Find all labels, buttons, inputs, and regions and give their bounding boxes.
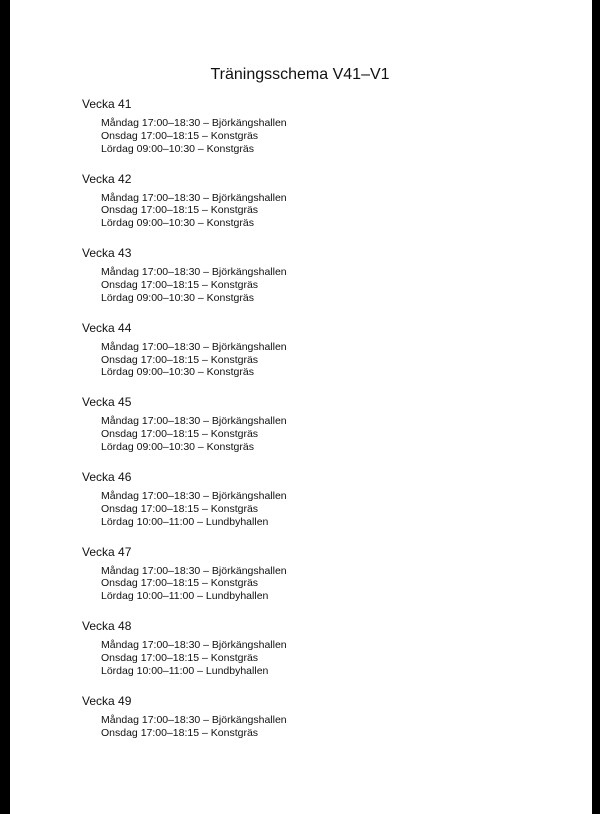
- week-section: [82, 395, 287, 470]
- session-item: Lördag 10:00–11:00 – Lundbyhallen: [101, 590, 269, 603]
- week-section: [82, 694, 287, 769]
- session-list: [82, 266, 287, 304]
- session-item: Lördag 10:00–11:00 – Lundbyhallen: [101, 515, 269, 528]
- week-heading: Vecka 44: [82, 320, 132, 335]
- session-item: Lördag 10:00–11:00 – Lundbyhallen: [101, 664, 269, 677]
- week-section: [82, 470, 287, 545]
- week-heading: Vecka 49: [82, 693, 132, 708]
- session-list: [82, 192, 287, 230]
- week-heading: Vecka 46: [82, 469, 132, 484]
- session-item: Onsdag 17:00–18:15 – Konstgräs: [101, 502, 259, 515]
- week-section: [82, 97, 287, 172]
- week-section: [82, 321, 287, 396]
- week-heading: Vecka 47: [82, 544, 132, 559]
- right-page-border: [592, 0, 600, 814]
- session-item: Måndag 17:00–18:30 – Björkängshallen: [101, 415, 287, 428]
- session-item: Måndag 17:00–18:30 – Björkängshallen: [101, 639, 287, 652]
- session-list: [82, 565, 287, 603]
- session-item: Måndag 17:00–18:30 – Björkängshallen: [101, 564, 287, 577]
- session-item: Måndag 17:00–18:30 – Björkängshallen: [101, 713, 287, 726]
- session-item: Måndag 17:00–18:30 – Björkängshallen: [101, 266, 287, 279]
- week-section: [82, 545, 287, 620]
- session-item: Onsdag 17:00–18:15 – Konstgräs: [101, 651, 259, 664]
- session-list: [82, 117, 287, 155]
- week-section: [82, 246, 287, 321]
- session-item: Lördag 09:00–10:30 – Konstgräs: [101, 366, 254, 379]
- session-list: [82, 490, 287, 528]
- week-heading: Vecka 42: [82, 171, 132, 186]
- page-title: Träningsschema V41–V1: [210, 66, 390, 83]
- session-item: Onsdag 17:00–18:15 – Konstgräs: [101, 726, 259, 739]
- left-page-border: [0, 0, 10, 814]
- session-item: Onsdag 17:00–18:15 – Konstgräs: [101, 129, 259, 142]
- session-list: [82, 639, 287, 677]
- session-item: Lördag 09:00–10:30 – Konstgräs: [101, 217, 254, 230]
- session-item: Lördag 09:00–10:30 – Konstgräs: [101, 440, 254, 453]
- session-list: [82, 714, 287, 740]
- session-item: Onsdag 17:00–18:15 – Konstgräs: [101, 278, 259, 291]
- session-item: Onsdag 17:00–18:15 – Konstgräs: [101, 204, 259, 217]
- session-item: Onsdag 17:00–18:15 – Konstgräs: [101, 428, 259, 441]
- week-list: [82, 97, 287, 768]
- session-item: Lördag 09:00–10:30 – Konstgräs: [101, 291, 254, 304]
- session-item: Måndag 17:00–18:30 – Björkängshallen: [101, 340, 287, 353]
- session-item: Onsdag 17:00–18:15 – Konstgräs: [101, 577, 259, 590]
- week-heading: Vecka 45: [82, 395, 132, 410]
- session-item: Måndag 17:00–18:30 – Björkängshallen: [101, 191, 287, 204]
- week-heading: Vecka 41: [82, 97, 132, 111]
- session-item: Måndag 17:00–18:30 – Björkängshallen: [101, 489, 287, 502]
- session-item: Måndag 17:00–18:30 – Björkängshallen: [101, 117, 287, 129]
- week-section: [82, 619, 287, 694]
- session-list: [82, 415, 287, 453]
- session-list: [82, 341, 287, 379]
- week-heading: Vecka 43: [82, 246, 132, 261]
- week-section: [82, 172, 287, 247]
- session-item: Lördag 09:00–10:30 – Konstgräs: [101, 142, 254, 155]
- session-item: Onsdag 17:00–18:15 – Konstgräs: [101, 353, 259, 366]
- week-heading: Vecka 48: [82, 619, 132, 634]
